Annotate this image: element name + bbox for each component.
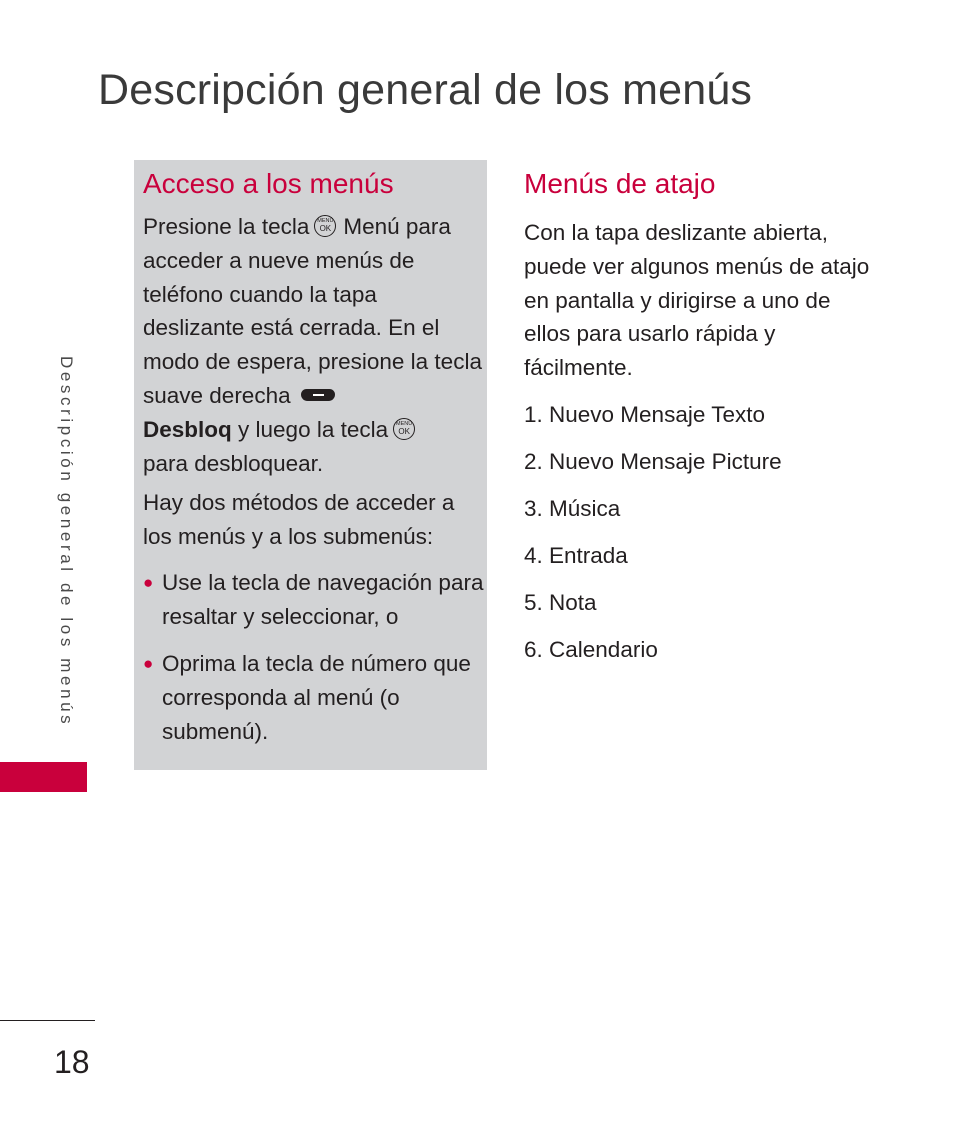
key-ok-text-2: OK bbox=[398, 426, 410, 436]
side-tab-marker bbox=[0, 762, 87, 792]
side-section-label: Descripción general de los menús bbox=[57, 356, 76, 728]
right-soft-key-icon bbox=[301, 389, 335, 401]
paragraph-atajo: Con la tapa deslizante abierta, puede ver algunos menús de atajo en pantalla y dirigirse a uno de ellos para usarlo rápida y fácilmente. bbox=[524, 220, 870, 381]
shortcut-item: 1. Nuevo Mensaje Texto bbox=[524, 402, 765, 427]
bullet-icon: ● bbox=[143, 654, 154, 673]
key-menu-text-2: MENÚ bbox=[396, 420, 413, 427]
section-title-atajo: Menús de atajo bbox=[524, 168, 716, 199]
p1-text-b: Menú para acceder a nueve menús de teléfono cuando la tapa deslizante está cerrada. En el modo de espera, presione la tecla suave derecha bbox=[143, 214, 482, 408]
bullet-item bbox=[143, 566, 487, 634]
shortcut-item: 6. Calendario bbox=[524, 637, 658, 662]
p1-text-e: para desbloquear. bbox=[143, 450, 324, 476]
p1-text-a: Presione la tecla bbox=[143, 214, 310, 239]
page-number: 18 bbox=[54, 1044, 90, 1080]
shortcut-item: 3. Música bbox=[524, 496, 621, 521]
key-menu-text: MENÚ bbox=[317, 218, 334, 224]
shortcut-item: 4. Entrada bbox=[524, 543, 628, 568]
page-title: Descripción general de los menús bbox=[98, 66, 753, 114]
section-title-acceso: Acceso a los menús bbox=[143, 168, 394, 199]
menu-ok-key-icon-2 bbox=[393, 418, 415, 440]
shortcut-item: 2. Nuevo Mensaje Picture bbox=[524, 449, 782, 474]
shortcut-list bbox=[524, 398, 782, 680]
paragraph-metodos: Hay dos métodos de acceder a los menús y a los submenús: bbox=[143, 490, 455, 549]
shortcut-item: 5. Nota bbox=[524, 590, 597, 615]
bullet-icon: ● bbox=[143, 573, 154, 592]
bullet-text: Oprima la tecla de número que corresponda al menú (o submenú). bbox=[162, 651, 471, 744]
bullet-item bbox=[143, 647, 487, 748]
p1-text-d: y luego la tecla bbox=[238, 416, 389, 442]
bullet-text: Use la tecla de navegación para resaltar y seleccionar, o bbox=[162, 570, 484, 629]
paragraph-acceso bbox=[143, 210, 483, 480]
desbloq-label: Desbloq bbox=[143, 416, 232, 442]
menu-ok-key-icon bbox=[314, 215, 336, 237]
footer-rule bbox=[0, 1020, 95, 1021]
key-ok-text: OK bbox=[319, 224, 332, 233]
